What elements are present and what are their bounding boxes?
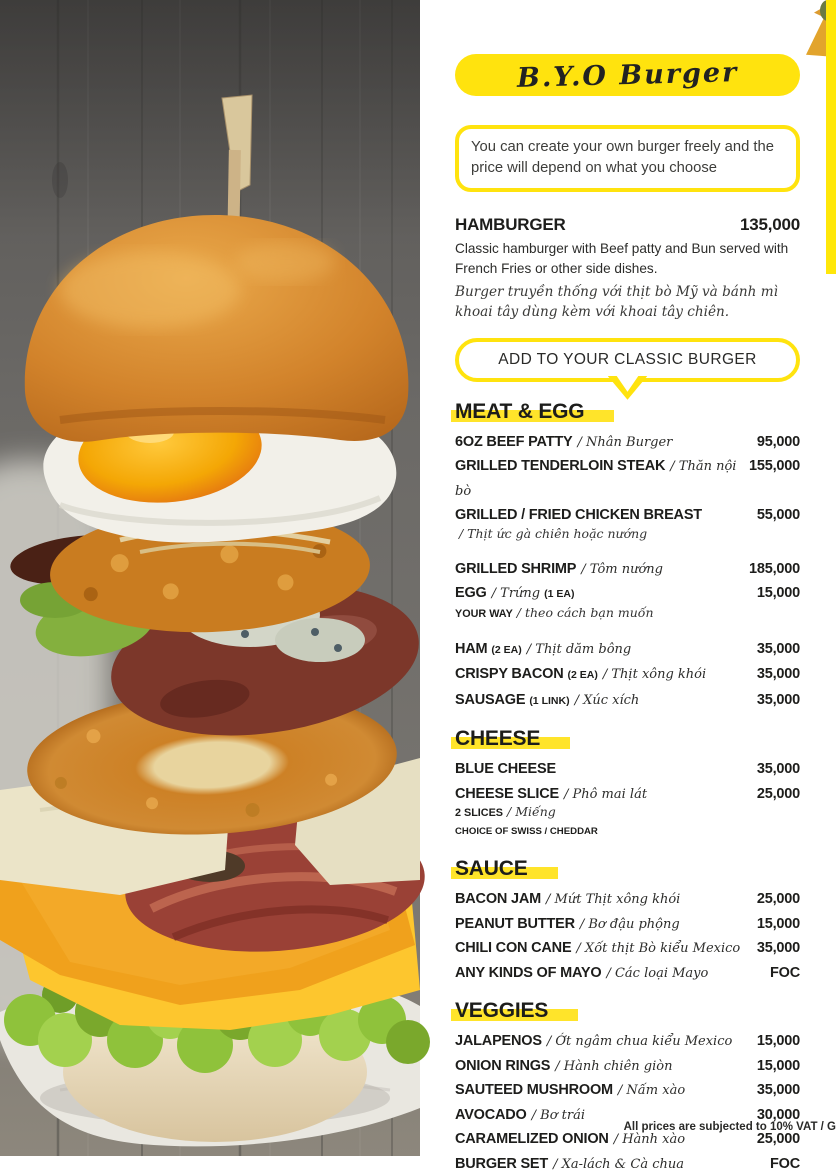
- menu-item-row: [455, 1054, 800, 1079]
- intro-text: You can create your own burger freely and the price will depend on what you choose: [471, 139, 774, 177]
- menu-item-row: [455, 782, 800, 807]
- item-name: GRILLED / FRIED CHICKEN BREAST: [455, 507, 702, 524]
- item-name-group: [455, 581, 574, 607]
- item-price: 35,000: [756, 940, 800, 957]
- deco-yellow-bar: [826, 0, 836, 274]
- item-name-vi: / Mứt Thịt xông khói: [546, 892, 681, 908]
- menu-item-row: [455, 1078, 800, 1103]
- menu-item-row: [455, 757, 800, 782]
- item-price: 35,000: [756, 761, 800, 778]
- item-price: 35,000: [756, 691, 800, 708]
- item-price: 15,000: [756, 1033, 800, 1050]
- item-name: BLUE CHEESE: [455, 761, 556, 778]
- menu-item-row: [455, 557, 800, 582]
- subnote-vi: / theo cách bạn muốn: [516, 604, 654, 620]
- item-subnote: [455, 526, 800, 545]
- menu-item-row: [455, 662, 800, 688]
- item-name-vi: / Xúc xích: [574, 692, 640, 708]
- item-name-group: [455, 782, 647, 807]
- item-name: SAUTEED MUSHROOM: [455, 1082, 613, 1099]
- item-name-vi: / Trứng: [491, 586, 541, 602]
- item-name: SAUSAGE: [455, 691, 526, 708]
- menu-item-row: [455, 961, 800, 986]
- menu-item-row: [455, 581, 800, 607]
- item-price: FOC: [769, 1155, 800, 1172]
- item-name: CHILI CON CANE: [455, 940, 572, 957]
- item-name-vi: / Hành xào: [613, 1132, 686, 1148]
- item-name-vi: / Xốt thịt Bò kiểu Mexico: [576, 941, 741, 957]
- item-name-vi: / Thăn nội bò: [455, 459, 737, 499]
- title-banner: [455, 54, 800, 96]
- menu-item-row: [455, 454, 800, 503]
- menu-section: [455, 727, 800, 843]
- item-name: ONION RINGS: [455, 1057, 551, 1074]
- item-name-vi: / Ớt ngâm chua kiểu Mexico: [546, 1034, 733, 1050]
- item-name-vi: / Bơ trái: [531, 1107, 586, 1123]
- item-price: 25,000: [756, 1131, 800, 1148]
- item-price: 35,000: [756, 666, 800, 683]
- item-name-group: [455, 454, 741, 503]
- item-name-group: [455, 1078, 685, 1103]
- item-name: HAMBURGER: [455, 214, 566, 234]
- item-name-group: [455, 688, 639, 714]
- item-name: CRISPY BACON: [455, 666, 564, 683]
- section-heading-label: MEAT & EGG: [451, 400, 614, 424]
- item-name: HAM: [455, 640, 488, 657]
- hamburger-item: [455, 213, 800, 323]
- menu-column: [455, 0, 800, 1176]
- item-price: 155,000: [748, 458, 800, 475]
- item-price: 15,000: [756, 915, 800, 932]
- item-name-vi: / Các loại Mayo: [606, 965, 709, 981]
- item-price: FOC: [769, 964, 800, 981]
- item-name-group: [455, 912, 680, 937]
- item-name-group: [455, 1152, 684, 1176]
- section-heading-label: SAUCE: [451, 857, 558, 881]
- item-name: BACON JAM: [455, 891, 542, 908]
- item-price: 95,000: [756, 433, 800, 450]
- item-name-group: [455, 961, 708, 986]
- callout-label: ADD TO YOUR CLASSIC BURGER: [498, 350, 757, 368]
- item-name-group: [455, 637, 631, 663]
- page-title: B.Y.O Burger: [516, 56, 739, 94]
- item-description-vi: Burger truyền thống với thịt bò Mỹ và bánh mì khoai tây dùng kèm với khoai tây chiên.: [455, 284, 778, 321]
- menu-section: [455, 857, 800, 985]
- burger-photo-illustration: [0, 0, 420, 1156]
- menu-item-row: [455, 887, 800, 912]
- item-name-group: [455, 430, 672, 455]
- item-subnote: [455, 605, 800, 625]
- item-qty: (1 EA): [544, 588, 575, 601]
- subnote-vi: / Miếng: [507, 804, 556, 820]
- vat-note: All prices are subjected to 10% VAT / G: [623, 1121, 836, 1133]
- item-name-vi: / Nấm xào: [617, 1083, 686, 1099]
- item-price: 15,000: [756, 1057, 800, 1074]
- item-name-vi: / Thịt dăm bông: [526, 641, 632, 657]
- item-qty: (2 EA): [567, 669, 598, 682]
- item-name-group: [455, 936, 740, 961]
- subnote-en: 2 SLICES: [455, 807, 504, 820]
- section-heading: [455, 857, 800, 881]
- item-subnote: [455, 804, 800, 824]
- burger-photo: [0, 0, 420, 1156]
- item-name-vi: / Nhân Burger: [577, 434, 673, 450]
- subnote-vi: / Thịt ức gà chiên hoặc nướng: [459, 525, 648, 541]
- item-name: AVOCADO: [455, 1106, 527, 1123]
- item-name-vi: / Bơ đậu phộng: [579, 916, 680, 932]
- subnote-en: YOUR WAY: [455, 607, 513, 620]
- item-price: 35,000: [756, 1082, 800, 1099]
- menu-item-row: [455, 430, 800, 455]
- section-heading: [455, 727, 800, 751]
- item-price: 30,000: [756, 1106, 800, 1123]
- menu-section: [455, 999, 800, 1176]
- item-name-vi: / Phô mai lát: [563, 786, 648, 802]
- add-to-burger-callout: [455, 338, 800, 382]
- item-name-group: [455, 557, 663, 582]
- menu-item-row: [455, 912, 800, 937]
- item-price: 135,000: [739, 214, 800, 234]
- item-name-group: [455, 1054, 672, 1079]
- item-name: JALAPENOS: [455, 1033, 542, 1050]
- item-name: CHEESE SLICE: [455, 785, 559, 802]
- item-name-group: [455, 887, 680, 912]
- item-name-vi: / Thịt xông khói: [602, 667, 707, 683]
- menu-sections: [455, 400, 800, 1176]
- menu-item-row: [455, 688, 800, 714]
- item-name: 6OZ BEEF PATTY: [455, 433, 573, 450]
- item-name-group: [455, 1029, 732, 1054]
- subnote-en: CHOICE OF SWISS / CHEDDAR: [455, 826, 598, 838]
- menu-item-row: [455, 503, 800, 528]
- intro-box: [455, 125, 800, 192]
- item-name-group: [455, 757, 556, 782]
- item-name: PEANUT BUTTER: [455, 915, 575, 932]
- section-heading: [455, 999, 800, 1023]
- menu-item-row: [455, 1152, 800, 1176]
- menu-item-row: [455, 1029, 800, 1054]
- item-name-vi: / Hành chiên giòn: [555, 1058, 673, 1074]
- section-heading: [455, 400, 800, 424]
- item-price: 35,000: [756, 640, 800, 657]
- item-price: 185,000: [748, 560, 800, 577]
- item-name-vi: / Xa-lách & Cà chua: [553, 1156, 684, 1172]
- section-heading-label: VEGGIES: [451, 999, 578, 1023]
- item-qty: (1 LINK): [529, 694, 570, 707]
- item-name-group: [455, 662, 706, 688]
- menu-item-row: [455, 637, 800, 663]
- menu-item-row: [455, 936, 800, 961]
- item-price: 55,000: [756, 507, 800, 524]
- item-price: 25,000: [756, 785, 800, 802]
- menu-item-row: [455, 213, 800, 237]
- item-description-en: Classic hamburger with Beef patty and Bun served with French Fries or other side dishes.: [455, 241, 789, 276]
- item-name-vi: / Tôm nướng: [581, 561, 663, 577]
- item-name-group: [455, 503, 702, 528]
- item-name: GRILLED SHRIMP: [455, 560, 577, 577]
- item-name: BURGER SET: [455, 1155, 549, 1172]
- item-name: EGG: [455, 585, 487, 602]
- item-subnote: [455, 822, 800, 843]
- item-name: ANY KINDS OF MAYO: [455, 964, 602, 981]
- section-heading-label: CHEESE: [451, 727, 570, 751]
- item-name: CARAMELIZED ONION: [455, 1131, 609, 1148]
- item-qty: (2 EA): [491, 643, 522, 656]
- item-price: 25,000: [756, 891, 800, 908]
- item-price: 15,000: [756, 585, 800, 602]
- menu-section: [455, 400, 800, 714]
- item-name: GRILLED TENDERLOIN STEAK: [455, 458, 666, 475]
